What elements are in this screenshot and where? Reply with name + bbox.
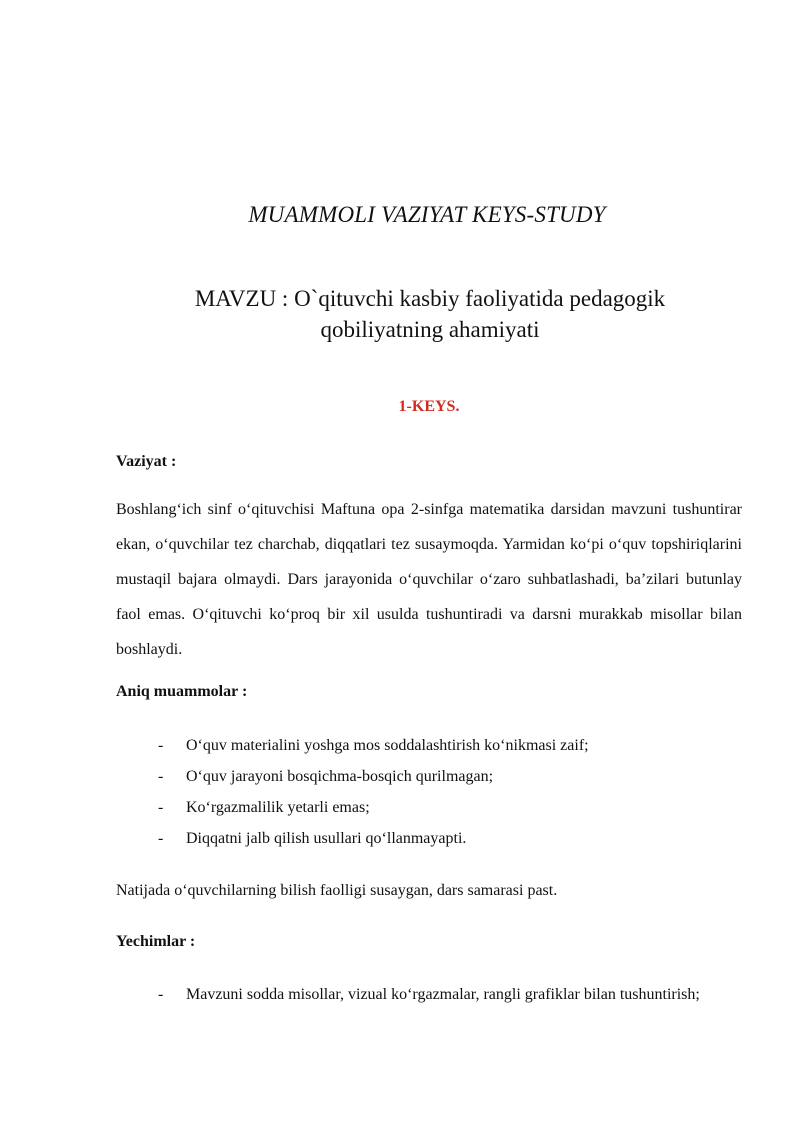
list-item	[158, 823, 718, 854]
list-item	[158, 761, 718, 792]
list-dash: -	[158, 737, 164, 754]
result-sentence: Natijada o‘quvchilarning bilish faolligi susaygan, dars samarasi past.	[116, 882, 558, 899]
list-item-text: Mavzuni sodda misollar, vizual ko‘rgazmalar, rangli grafiklar bilan tushuntirish;	[186, 986, 700, 1003]
list-dash: -	[158, 799, 164, 816]
problems-heading: Aniq muammolar :	[116, 683, 248, 700]
solutions-list	[158, 977, 718, 1012]
list-dash: -	[158, 986, 164, 1003]
list-dash: -	[158, 768, 164, 785]
list-item-text: O‘quv materialini yoshga mos soddalashtirish ko‘nikmasi zaif;	[186, 737, 589, 754]
list-item	[158, 730, 718, 761]
list-item-text: Ko‘rgazmalilik yetarli emas;	[186, 799, 370, 816]
topic-heading: MAVZU : O`qituvchi kasbiy faoliyatida pedagogik qobiliyatning ahamiyati	[194, 286, 666, 342]
situation-paragraph: Boshlang‘ich sinf o‘qituvchisi Maftuna opa 2-sinfga matematika darsidan mavzuni tushuntirar ekan, o‘quvchilar tez charchab, diqqatlari tez susaymoqda. Yarmidan ko‘pi o‘quv topshiriqlarini mustaqil bajara olmaydi. Dars jarayonida o‘quvchilar o‘zaro suhbatlashadi, ba’zilari butunlay faol emas. O‘qituvchi ko‘proq bir xil usulda tushuntiradi va darsni murakkab misollar bilan boshlaydi.	[116, 501, 742, 658]
case-label: 1-KEYS.	[398, 398, 460, 415]
list-item	[158, 792, 718, 823]
list-item-text: O‘quv jarayoni bosqichma-bosqich qurilmagan;	[186, 768, 494, 785]
list-item-text: Diqqatni jalb qilish usullari qo‘llanmayapti.	[186, 830, 467, 847]
problems-list	[158, 730, 718, 854]
list-dash: -	[158, 830, 164, 847]
document-title: MUAMMOLI VAZIYAT KEYS-STUDY	[248, 202, 606, 227]
solutions-heading: Yechimlar :	[116, 933, 196, 950]
situation-heading: Vaziyat :	[116, 453, 177, 470]
list-item	[158, 977, 718, 1012]
